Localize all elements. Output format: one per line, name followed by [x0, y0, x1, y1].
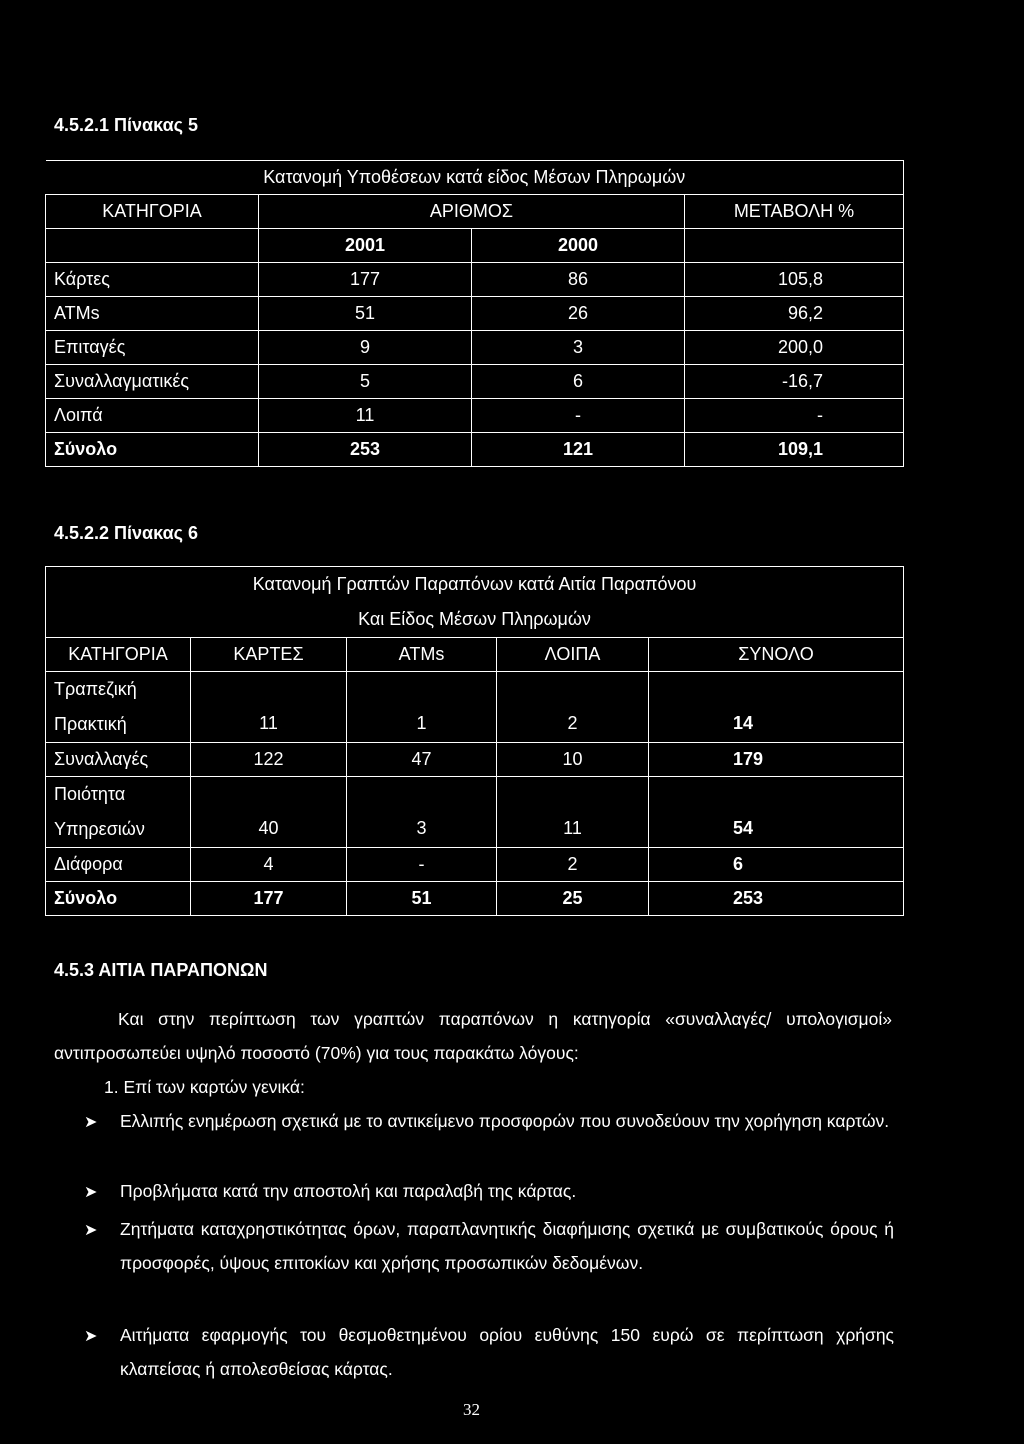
value-change: -16,7	[685, 365, 904, 399]
value-2000: -	[472, 399, 685, 433]
table5-col-category: ΚΑΤΗΓΟΡΙΑ	[46, 195, 259, 229]
value-change: 105,8	[685, 263, 904, 297]
bullet-item: Αιτήματα εφαρμογής του θεσμοθετημένου ορίου ευθύνης 150 ευρώ σε περίπτωση χρήσης κλαπείσας ή απολεσθείσας κάρτας.	[120, 1325, 894, 1379]
value-atms: 51	[347, 882, 497, 916]
bullet-item: Ζητήματα καταχρηστικότητας όρων, παραπλανητικής διαφήμισης σχετικά με συμβατικούς όρους ή προσφορές, ύψους επιτοκίων και χρήσης προσωπικών δεδομένων.	[120, 1219, 894, 1273]
value-cards: 40	[191, 777, 347, 848]
value-other: 11	[497, 777, 649, 848]
row-label: Λοιπά	[46, 399, 259, 433]
row-label: Σύνολο	[46, 433, 259, 467]
list-item-1: 1. Επί των καρτών γενικά:	[104, 1077, 305, 1097]
value-2000: 6	[472, 365, 685, 399]
value-atms: 1	[347, 672, 497, 743]
row-label	[46, 777, 191, 848]
row-label: Σύνολο	[46, 882, 191, 916]
arrowhead-bullet-icon: ➤	[84, 1328, 98, 1345]
value-change: 96,2	[685, 297, 904, 331]
table5-year-row	[46, 229, 904, 263]
arrowhead-bullet-icon: ➤	[84, 1184, 98, 1201]
value-2000: 3	[472, 331, 685, 365]
page-number: 32	[463, 1400, 480, 1419]
value-2001: 9	[259, 331, 472, 365]
bullet-item: Ελλιπής ενημέρωση σχετικά με το αντικείμενο προσφορών που συνοδεύουν την χορήγηση καρτών.	[120, 1111, 890, 1131]
row-label-line2: Πρακτική	[54, 714, 127, 734]
table5-col-number: ΑΡΙΘΜΟΣ	[259, 195, 685, 229]
value-2000: 26	[472, 297, 685, 331]
table5-caption: Κατανομή Υποθέσεων κατά είδος Μέσων Πληρωμών	[46, 161, 904, 195]
value-total: 179	[649, 743, 904, 777]
table6-header-row	[46, 638, 904, 672]
table6-heading: 4.5.2.2 Πίνακας 6	[54, 523, 198, 543]
table-row	[46, 743, 904, 777]
table5	[45, 160, 904, 467]
table5-header-row	[46, 195, 904, 229]
value-other: 10	[497, 743, 649, 777]
table6-caption-row	[46, 567, 904, 638]
table-row	[46, 399, 904, 433]
value-2001: 177	[259, 263, 472, 297]
value-2001: 11	[259, 399, 472, 433]
row-label: Συναλλαγματικές	[46, 365, 259, 399]
table-row	[46, 331, 904, 365]
value-total: 14	[649, 672, 904, 743]
table6-col-total: ΣΥΝΟΛΟ	[649, 638, 904, 672]
value-cards: 177	[191, 882, 347, 916]
value-2001: 51	[259, 297, 472, 331]
table-row	[46, 777, 904, 848]
value-change: 109,1	[685, 433, 904, 467]
row-label: Επιταγές	[46, 331, 259, 365]
table-row	[46, 297, 904, 331]
table-row	[46, 263, 904, 297]
value-total: 6	[649, 848, 904, 882]
row-label-line1: Ποιότητα	[54, 784, 126, 804]
value-atms: 3	[347, 777, 497, 848]
table5-heading: 4.5.2.1 Πίνακας 5	[54, 115, 198, 135]
row-label: ATMs	[46, 297, 259, 331]
row-label: Διάφορα	[46, 848, 191, 882]
table-row-total	[46, 882, 904, 916]
value-total: 54	[649, 777, 904, 848]
value-atms: -	[347, 848, 497, 882]
table6-col-category: ΚΑΤΗΓΟΡΙΑ	[46, 638, 191, 672]
table6-col-other: ΛΟΙΠΑ	[497, 638, 649, 672]
table-row	[46, 672, 904, 743]
table5-year-2001: 2001	[259, 229, 472, 263]
value-2000: 86	[472, 263, 685, 297]
table6	[45, 566, 904, 916]
value-total: 253	[649, 882, 904, 916]
table5-empty-cell	[685, 229, 904, 263]
arrowhead-bullet-icon: ➤	[84, 1222, 98, 1239]
table6-caption-line2: Και Είδος Μέσων Πληρωμών	[358, 609, 591, 629]
table5-empty-cell	[46, 229, 259, 263]
row-label-line2: Υπηρεσιών	[54, 819, 145, 839]
bullet-item: Προβλήματα κατά την αποστολή και παραλαβή της κάρτας.	[120, 1181, 577, 1201]
row-label-line1: Τραπεζική	[54, 679, 137, 699]
table5-caption-row	[46, 161, 904, 195]
table-row-total	[46, 433, 904, 467]
value-2001: 253	[259, 433, 472, 467]
table-row	[46, 365, 904, 399]
row-label: Συναλλαγές	[46, 743, 191, 777]
value-2000: 121	[472, 433, 685, 467]
value-other: 2	[497, 848, 649, 882]
value-2001: 5	[259, 365, 472, 399]
value-cards: 4	[191, 848, 347, 882]
table5-year-2000: 2000	[472, 229, 685, 263]
value-cards: 11	[191, 672, 347, 743]
row-label: Κάρτες	[46, 263, 259, 297]
arrowhead-bullet-icon: ➤	[84, 1114, 98, 1131]
intro-paragraph: Και στην περίπτωση των γραπτών παραπόνων η κατηγορία «συναλλαγές/ υπολογισμοί» αντιπροσωπεύει υψηλό ποσοστό (70%) για τους παρακάτω λόγους:	[54, 1009, 892, 1063]
value-atms: 47	[347, 743, 497, 777]
row-label	[46, 672, 191, 743]
table6-col-atms: ATMs	[347, 638, 497, 672]
section-heading: 4.5.3 ΑΙΤΙΑ ΠΑΡΑΠΟΝΩΝ	[54, 960, 268, 980]
table6-caption-line1: Κατανομή Γραπτών Παραπόνων κατά Αιτία Παραπόνου	[252, 574, 697, 594]
table6-caption	[46, 567, 904, 638]
value-cards: 122	[191, 743, 347, 777]
table5-col-change: ΜΕΤΑΒΟΛΗ %	[685, 195, 904, 229]
table6-col-cards: ΚΑΡΤΕΣ	[191, 638, 347, 672]
value-other: 25	[497, 882, 649, 916]
value-other: 2	[497, 672, 649, 743]
value-change: 200,0	[685, 331, 904, 365]
table-row	[46, 848, 904, 882]
value-change: -	[685, 399, 904, 433]
